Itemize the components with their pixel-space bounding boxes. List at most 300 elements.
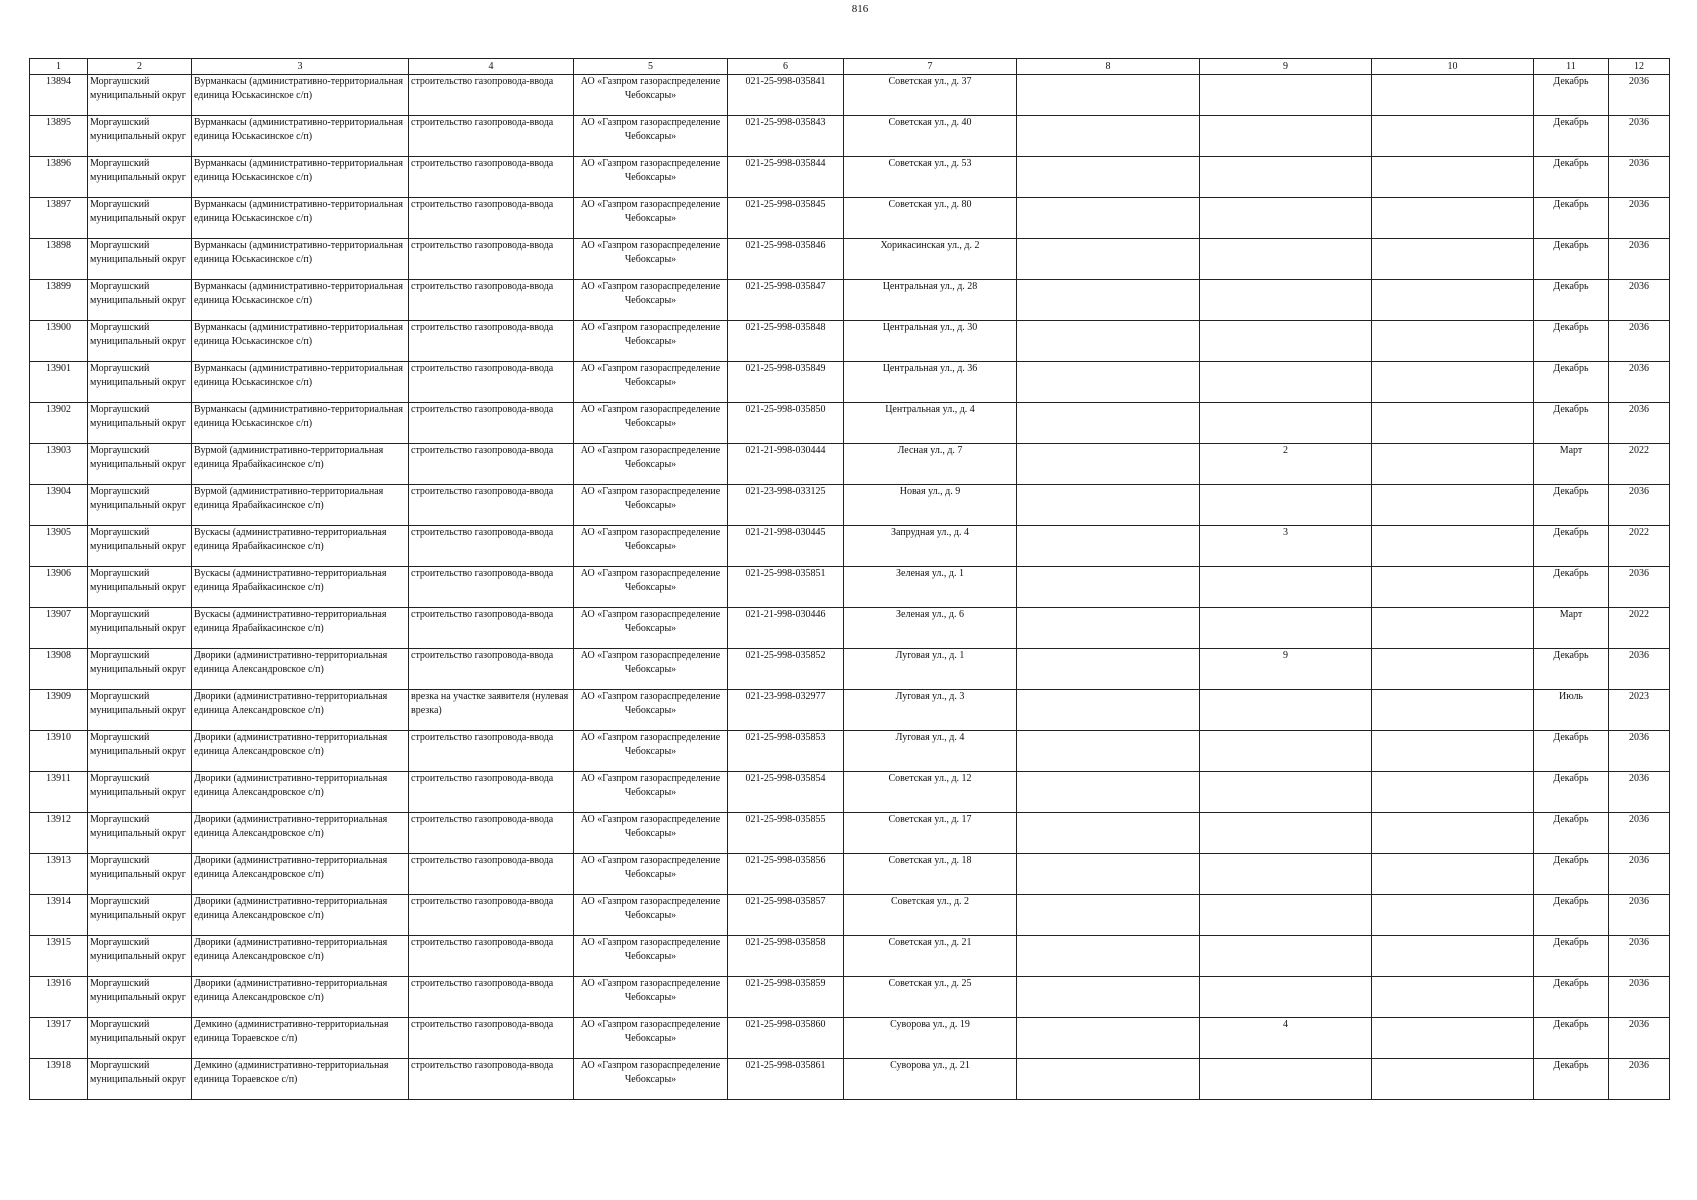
organization-cell-text: АО «Газпром газораспределение Чебоксары» xyxy=(580,527,721,552)
organization-cell xyxy=(574,239,728,280)
column-9-cell-text xyxy=(1202,608,1369,648)
month-cell-text: Июль xyxy=(1559,691,1583,702)
month-cell xyxy=(1534,772,1609,813)
year-cell xyxy=(1609,854,1670,895)
work-type-cell xyxy=(409,608,574,649)
settlement-cell-text: Дворики (административно-территориальная единица Александровское с/п) xyxy=(194,978,388,1003)
district-cell xyxy=(88,813,192,854)
organization-cell-text: АО «Газпром газораспределение Чебоксары» xyxy=(580,691,721,716)
row-number-text: 13894 xyxy=(46,76,71,87)
work-type-cell xyxy=(409,444,574,485)
table-row xyxy=(30,198,1670,239)
column-10-cell xyxy=(1372,485,1534,526)
request-code-cell-text: 021-25-998-035849 xyxy=(745,363,826,374)
month-cell-text: Декабрь xyxy=(1553,855,1589,866)
request-code-cell-text: 021-25-998-035847 xyxy=(745,281,826,292)
year-cell xyxy=(1609,567,1670,608)
organization-cell-text: АО «Газпром газораспределение Чебоксары» xyxy=(580,773,721,798)
organization-cell-text: АО «Газпром газораспределение Чебоксары» xyxy=(580,1060,721,1085)
column-9-cell-text xyxy=(1202,157,1369,197)
district-cell xyxy=(88,1018,192,1059)
address-cell-text: Новая ул., д. 9 xyxy=(899,486,961,497)
organization-cell xyxy=(574,690,728,731)
year-cell xyxy=(1609,977,1670,1018)
settlement-cell xyxy=(192,1018,409,1059)
column-8-cell-text xyxy=(1019,116,1197,156)
request-code-cell xyxy=(728,813,844,854)
column-8-cell xyxy=(1017,444,1200,485)
month-cell xyxy=(1534,649,1609,690)
column-8-cell-text xyxy=(1019,526,1197,566)
row-number-text: 13913 xyxy=(46,855,71,866)
year-cell-text: 2022 xyxy=(1629,527,1649,538)
settlement-cell-text: Вускасы (административно-территориальная единица Ярабайкасинское с/п) xyxy=(194,527,387,552)
request-code-cell xyxy=(728,772,844,813)
month-cell xyxy=(1534,75,1609,116)
column-8-cell xyxy=(1017,280,1200,321)
settlement-cell-text: Вускасы (административно-территориальная единица Ярабайкасинское с/п) xyxy=(194,568,387,593)
year-cell xyxy=(1609,1018,1670,1059)
column-9-cell xyxy=(1200,690,1372,731)
district-cell xyxy=(88,485,192,526)
request-code-cell xyxy=(728,608,844,649)
column-9-cell xyxy=(1200,977,1372,1018)
column-9-cell-text xyxy=(1202,362,1369,402)
column-9-cell-text xyxy=(1202,690,1369,730)
column-10-cell-text xyxy=(1374,157,1531,197)
organization-cell-text: АО «Газпром газораспределение Чебоксары» xyxy=(580,486,721,511)
column-header: 6 xyxy=(728,59,844,75)
column-8-cell-text xyxy=(1019,198,1197,238)
district-cell-text: Моргаушский муниципальный округ xyxy=(90,199,186,224)
request-code-cell-text: 021-25-998-035851 xyxy=(745,568,826,579)
column-8-cell-text xyxy=(1019,157,1197,197)
district-cell-text: Моргаушский муниципальный округ xyxy=(90,732,186,757)
work-type-cell xyxy=(409,731,574,772)
year-cell xyxy=(1609,485,1670,526)
work-type-cell-text: строительство газопровода-ввода xyxy=(411,445,554,456)
work-type-cell xyxy=(409,813,574,854)
district-cell-text: Моргаушский муниципальный округ xyxy=(90,896,186,921)
year-cell-text: 2036 xyxy=(1629,732,1649,743)
organization-cell xyxy=(574,485,728,526)
row-number-text: 13914 xyxy=(46,896,71,907)
request-code-cell-text: 021-25-998-035844 xyxy=(745,158,826,169)
year-cell xyxy=(1609,813,1670,854)
year-cell xyxy=(1609,608,1670,649)
row-number xyxy=(30,321,88,362)
month-cell-text: Декабрь xyxy=(1553,240,1589,251)
request-code-cell xyxy=(728,280,844,321)
organization-cell-text: АО «Газпром газораспределение Чебоксары» xyxy=(580,281,721,306)
row-number xyxy=(30,239,88,280)
work-type-cell xyxy=(409,854,574,895)
organization-cell xyxy=(574,444,728,485)
column-10-cell xyxy=(1372,321,1534,362)
column-10-cell xyxy=(1372,977,1534,1018)
settlement-cell-text: Дворики (административно-территориальная единица Александровское с/п) xyxy=(194,773,388,798)
organization-cell xyxy=(574,567,728,608)
column-9-cell xyxy=(1200,608,1372,649)
district-cell xyxy=(88,567,192,608)
organization-cell xyxy=(574,198,728,239)
year-cell-text: 2036 xyxy=(1629,117,1649,128)
year-cell-text: 2036 xyxy=(1629,1019,1649,1030)
settlement-cell xyxy=(192,403,409,444)
page-number: 816 xyxy=(851,3,869,15)
district-cell xyxy=(88,936,192,977)
year-cell xyxy=(1609,280,1670,321)
address-cell xyxy=(844,854,1017,895)
work-type-cell xyxy=(409,485,574,526)
settlement-cell-text: Дворики (административно-территориальная единица Александровское с/п) xyxy=(194,732,388,757)
request-code-cell-text: 021-25-998-035843 xyxy=(745,117,826,128)
column-10-cell-text xyxy=(1374,608,1531,648)
address-cell-text: Советская ул., д. 2 xyxy=(890,896,970,907)
row-number xyxy=(30,895,88,936)
organization-cell-text: АО «Газпром газораспределение Чебоксары» xyxy=(580,117,721,142)
column-8-cell-text xyxy=(1019,895,1197,935)
settlement-cell xyxy=(192,321,409,362)
column-10-cell-text xyxy=(1374,75,1531,115)
column-8-cell-text xyxy=(1019,485,1197,525)
column-9-cell xyxy=(1200,1059,1372,1100)
column-10-cell-text xyxy=(1374,526,1531,566)
row-number xyxy=(30,403,88,444)
request-code-cell xyxy=(728,690,844,731)
month-cell xyxy=(1534,280,1609,321)
work-type-cell xyxy=(409,403,574,444)
year-cell-text: 2036 xyxy=(1629,76,1649,87)
address-cell xyxy=(844,608,1017,649)
work-type-cell-text: строительство газопровода-ввода xyxy=(411,732,554,743)
organization-cell xyxy=(574,977,728,1018)
year-cell-text: 2036 xyxy=(1629,158,1649,169)
column-10-cell-text xyxy=(1374,321,1531,361)
row-number-text: 13907 xyxy=(46,609,71,620)
column-8-cell xyxy=(1017,403,1200,444)
column-10-cell-text xyxy=(1374,936,1531,976)
work-type-cell-text: строительство газопровода-ввода xyxy=(411,281,554,292)
year-cell xyxy=(1609,75,1670,116)
column-9-cell xyxy=(1200,813,1372,854)
table-row xyxy=(30,526,1670,567)
organization-cell-text: АО «Газпром газораспределение Чебоксары» xyxy=(580,322,721,347)
settlement-cell-text: Вурмой (административно-территориальная единица Ярабайкасинское с/п) xyxy=(194,486,384,511)
work-type-cell xyxy=(409,526,574,567)
column-8-cell xyxy=(1017,649,1200,690)
column-9-cell xyxy=(1200,772,1372,813)
column-9-cell-text xyxy=(1202,321,1369,361)
row-number xyxy=(30,854,88,895)
column-8-cell xyxy=(1017,485,1200,526)
district-cell-text: Моргаушский муниципальный округ xyxy=(90,773,186,798)
address-cell xyxy=(844,239,1017,280)
table-row xyxy=(30,772,1670,813)
settlement-cell-text: Вускасы (административно-территориальная единица Ярабайкасинское с/п) xyxy=(194,609,387,634)
column-10-cell-text xyxy=(1374,1018,1531,1058)
table-row xyxy=(30,75,1670,116)
month-cell-text: Декабрь xyxy=(1553,773,1589,784)
request-code-cell-text: 021-25-998-035853 xyxy=(745,732,826,743)
column-10-cell xyxy=(1372,567,1534,608)
address-cell xyxy=(844,1059,1017,1100)
address-cell xyxy=(844,75,1017,116)
work-type-cell-text: строительство газопровода-ввода xyxy=(411,486,554,497)
column-9-cell-text: 9 xyxy=(1283,650,1288,661)
column-9-cell xyxy=(1200,649,1372,690)
work-type-cell-text: строительство газопровода-ввода xyxy=(411,896,554,907)
year-cell xyxy=(1609,690,1670,731)
work-type-cell-text: строительство газопровода-ввода xyxy=(411,158,554,169)
column-8-cell-text xyxy=(1019,731,1197,771)
organization-cell xyxy=(574,157,728,198)
column-9-cell xyxy=(1200,362,1372,403)
month-cell xyxy=(1534,567,1609,608)
row-number xyxy=(30,608,88,649)
organization-cell-text: АО «Газпром газораспределение Чебоксары» xyxy=(580,568,721,593)
organization-cell xyxy=(574,116,728,157)
table-row xyxy=(30,813,1670,854)
settlement-cell xyxy=(192,608,409,649)
year-cell-text: 2036 xyxy=(1629,896,1649,907)
address-cell-text: Советская ул., д. 40 xyxy=(888,117,972,128)
column-10-cell-text xyxy=(1374,854,1531,894)
organization-cell-text: АО «Газпром газораспределение Чебоксары» xyxy=(580,609,721,634)
year-cell xyxy=(1609,1059,1670,1100)
row-number xyxy=(30,1059,88,1100)
table-row xyxy=(30,280,1670,321)
row-number-text: 13905 xyxy=(46,527,71,538)
district-cell-text: Моргаушский муниципальный округ xyxy=(90,445,186,470)
month-cell-text: Декабрь xyxy=(1553,568,1589,579)
request-code-cell xyxy=(728,157,844,198)
row-number xyxy=(30,690,88,731)
column-9-cell xyxy=(1200,854,1372,895)
table-row xyxy=(30,362,1670,403)
column-10-cell xyxy=(1372,895,1534,936)
column-10-cell-text xyxy=(1374,731,1531,771)
column-10-cell xyxy=(1372,280,1534,321)
column-header: 12 xyxy=(1609,59,1670,75)
year-cell xyxy=(1609,895,1670,936)
column-10-cell xyxy=(1372,690,1534,731)
column-10-cell-text xyxy=(1374,567,1531,607)
organization-cell-text: АО «Газпром газораспределение Чебоксары» xyxy=(580,896,721,921)
row-number-text: 13908 xyxy=(46,650,71,661)
request-code-cell-text: 021-25-998-035841 xyxy=(745,76,826,87)
request-code-cell-text: 021-25-998-035848 xyxy=(745,322,826,333)
column-9-cell-text xyxy=(1202,116,1369,156)
organization-cell-text: АО «Газпром газораспределение Чебоксары» xyxy=(580,1019,721,1044)
district-cell xyxy=(88,608,192,649)
table-row xyxy=(30,936,1670,977)
organization-cell xyxy=(574,1018,728,1059)
row-number xyxy=(30,116,88,157)
row-number xyxy=(30,485,88,526)
district-cell xyxy=(88,977,192,1018)
request-code-cell-text: 021-25-998-035858 xyxy=(745,937,826,948)
settlement-cell-text: Вурманкасы (административно-территориальная единица Юськасинское с/п) xyxy=(194,76,403,101)
address-cell-text: Хорикасинская ул., д. 2 xyxy=(880,240,980,251)
district-cell xyxy=(88,239,192,280)
month-cell-text: Март xyxy=(1559,445,1583,456)
column-10-cell xyxy=(1372,362,1534,403)
month-cell xyxy=(1534,239,1609,280)
settlement-cell-text: Вурмой (административно-территориальная единица Ярабайкасинское с/п) xyxy=(194,445,384,470)
request-code-cell xyxy=(728,321,844,362)
organization-cell xyxy=(574,75,728,116)
work-type-cell-text: строительство газопровода-ввода xyxy=(411,773,554,784)
month-cell xyxy=(1534,444,1609,485)
year-cell-text: 2036 xyxy=(1629,978,1649,989)
month-cell-text: Декабрь xyxy=(1553,117,1589,128)
month-cell-text: Декабрь xyxy=(1553,404,1589,415)
month-cell-text: Декабрь xyxy=(1553,1019,1589,1030)
column-9-cell xyxy=(1200,1018,1372,1059)
row-number-text: 13917 xyxy=(46,1019,71,1030)
table-row xyxy=(30,444,1670,485)
column-9-cell-text xyxy=(1202,731,1369,771)
month-cell-text: Декабрь xyxy=(1553,281,1589,292)
column-9-cell-text xyxy=(1202,239,1369,279)
address-cell xyxy=(844,116,1017,157)
request-code-cell-text: 021-25-998-035857 xyxy=(745,896,826,907)
year-cell-text: 2036 xyxy=(1629,322,1649,333)
column-8-cell xyxy=(1017,895,1200,936)
address-cell-text: Луговая ул., д. 1 xyxy=(895,650,965,661)
row-number-text: 13911 xyxy=(46,773,71,784)
row-number-text: 13910 xyxy=(46,732,71,743)
request-code-cell xyxy=(728,116,844,157)
header-row xyxy=(30,59,1670,75)
address-cell xyxy=(844,321,1017,362)
request-code-cell xyxy=(728,75,844,116)
address-cell-text: Советская ул., д. 25 xyxy=(888,978,972,989)
column-8-cell-text xyxy=(1019,567,1197,607)
column-9-cell-text: 4 xyxy=(1283,1019,1288,1030)
column-header: 2 xyxy=(88,59,192,75)
request-code-cell xyxy=(728,1059,844,1100)
column-9-cell-text xyxy=(1202,198,1369,238)
work-type-cell xyxy=(409,649,574,690)
address-cell xyxy=(844,485,1017,526)
column-8-cell xyxy=(1017,567,1200,608)
request-code-cell-text: 021-25-998-035859 xyxy=(745,978,826,989)
settlement-cell xyxy=(192,690,409,731)
work-type-cell xyxy=(409,198,574,239)
table-row xyxy=(30,649,1670,690)
organization-cell-text: АО «Газпром газораспределение Чебоксары» xyxy=(580,814,721,839)
column-9-cell-text: 2 xyxy=(1283,445,1288,456)
request-code-cell-text: 021-25-998-035856 xyxy=(745,855,826,866)
column-8-cell xyxy=(1017,977,1200,1018)
column-9-cell xyxy=(1200,75,1372,116)
settlement-cell xyxy=(192,239,409,280)
settlement-cell-text: Вурманкасы (административно-территориальная единица Юськасинское с/п) xyxy=(194,363,403,388)
column-8-cell xyxy=(1017,936,1200,977)
column-10-cell-text xyxy=(1374,198,1531,238)
district-cell-text: Моргаушский муниципальный округ xyxy=(90,978,186,1003)
table-row xyxy=(30,895,1670,936)
district-cell-text: Моргаушский муниципальный округ xyxy=(90,609,186,634)
address-cell-text: Советская ул., д. 37 xyxy=(888,76,972,87)
work-type-cell xyxy=(409,936,574,977)
request-code-cell-text: 021-23-998-033125 xyxy=(745,486,826,497)
month-cell xyxy=(1534,157,1609,198)
request-code-cell-text: 021-25-998-035861 xyxy=(745,1060,826,1071)
district-cell xyxy=(88,649,192,690)
year-cell-text: 2036 xyxy=(1629,1060,1649,1071)
settlement-cell-text: Вурманкасы (административно-территориальная единица Юськасинское с/п) xyxy=(194,281,403,306)
address-cell xyxy=(844,526,1017,567)
settlement-cell xyxy=(192,75,409,116)
column-8-cell-text xyxy=(1019,239,1197,279)
work-type-cell xyxy=(409,116,574,157)
work-type-cell-text: строительство газопровода-ввода xyxy=(411,937,554,948)
year-cell xyxy=(1609,362,1670,403)
column-10-cell-text xyxy=(1374,116,1531,156)
column-header: 9 xyxy=(1200,59,1372,75)
column-8-cell xyxy=(1017,772,1200,813)
address-cell-text: Советская ул., д. 18 xyxy=(888,855,972,866)
district-cell xyxy=(88,854,192,895)
settlement-cell xyxy=(192,977,409,1018)
organization-cell-text: АО «Газпром газораспределение Чебоксары» xyxy=(580,650,721,675)
year-cell-text: 2022 xyxy=(1629,609,1649,620)
request-code-cell xyxy=(728,649,844,690)
table-body xyxy=(30,75,1670,1100)
settlement-cell xyxy=(192,936,409,977)
organization-cell-text: АО «Газпром газораспределение Чебоксары» xyxy=(580,445,721,470)
month-cell xyxy=(1534,1059,1609,1100)
column-8-cell xyxy=(1017,608,1200,649)
request-code-cell-text: 021-25-998-035850 xyxy=(745,404,826,415)
column-10-cell xyxy=(1372,198,1534,239)
column-header: 3 xyxy=(192,59,409,75)
organization-cell-text: АО «Газпром газораспределение Чебоксары» xyxy=(580,855,721,880)
work-type-cell-text: строительство газопровода-ввода xyxy=(411,650,554,661)
work-type-cell-text: строительство газопровода-ввода xyxy=(411,814,554,825)
district-cell-text: Моргаушский муниципальный округ xyxy=(90,486,186,511)
settlement-cell-text: Вурманкасы (административно-территориальная единица Юськасинское с/п) xyxy=(194,117,403,142)
district-cell xyxy=(88,772,192,813)
column-8-cell xyxy=(1017,75,1200,116)
month-cell xyxy=(1534,403,1609,444)
column-9-cell xyxy=(1200,936,1372,977)
month-cell-text: Декабрь xyxy=(1553,486,1589,497)
column-9-cell-text xyxy=(1202,854,1369,894)
district-cell xyxy=(88,526,192,567)
district-cell-text: Моргаушский муниципальный округ xyxy=(90,814,186,839)
column-10-cell xyxy=(1372,116,1534,157)
column-9-cell-text xyxy=(1202,403,1369,443)
row-number-text: 13903 xyxy=(46,445,71,456)
settlement-cell-text: Вурманкасы (административно-территориальная единица Юськасинское с/п) xyxy=(194,158,403,183)
month-cell xyxy=(1534,116,1609,157)
work-type-cell-text: строительство газопровода-ввода xyxy=(411,527,554,538)
row-number xyxy=(30,198,88,239)
month-cell xyxy=(1534,813,1609,854)
row-number xyxy=(30,444,88,485)
column-10-cell-text xyxy=(1374,485,1531,525)
district-cell-text: Моргаушский муниципальный округ xyxy=(90,363,186,388)
address-cell-text: Луговая ул., д. 3 xyxy=(895,691,965,702)
column-8-cell-text xyxy=(1019,444,1197,484)
work-type-cell-text: строительство газопровода-ввода xyxy=(411,76,554,87)
month-cell-text: Декабрь xyxy=(1553,896,1589,907)
month-cell xyxy=(1534,1018,1609,1059)
